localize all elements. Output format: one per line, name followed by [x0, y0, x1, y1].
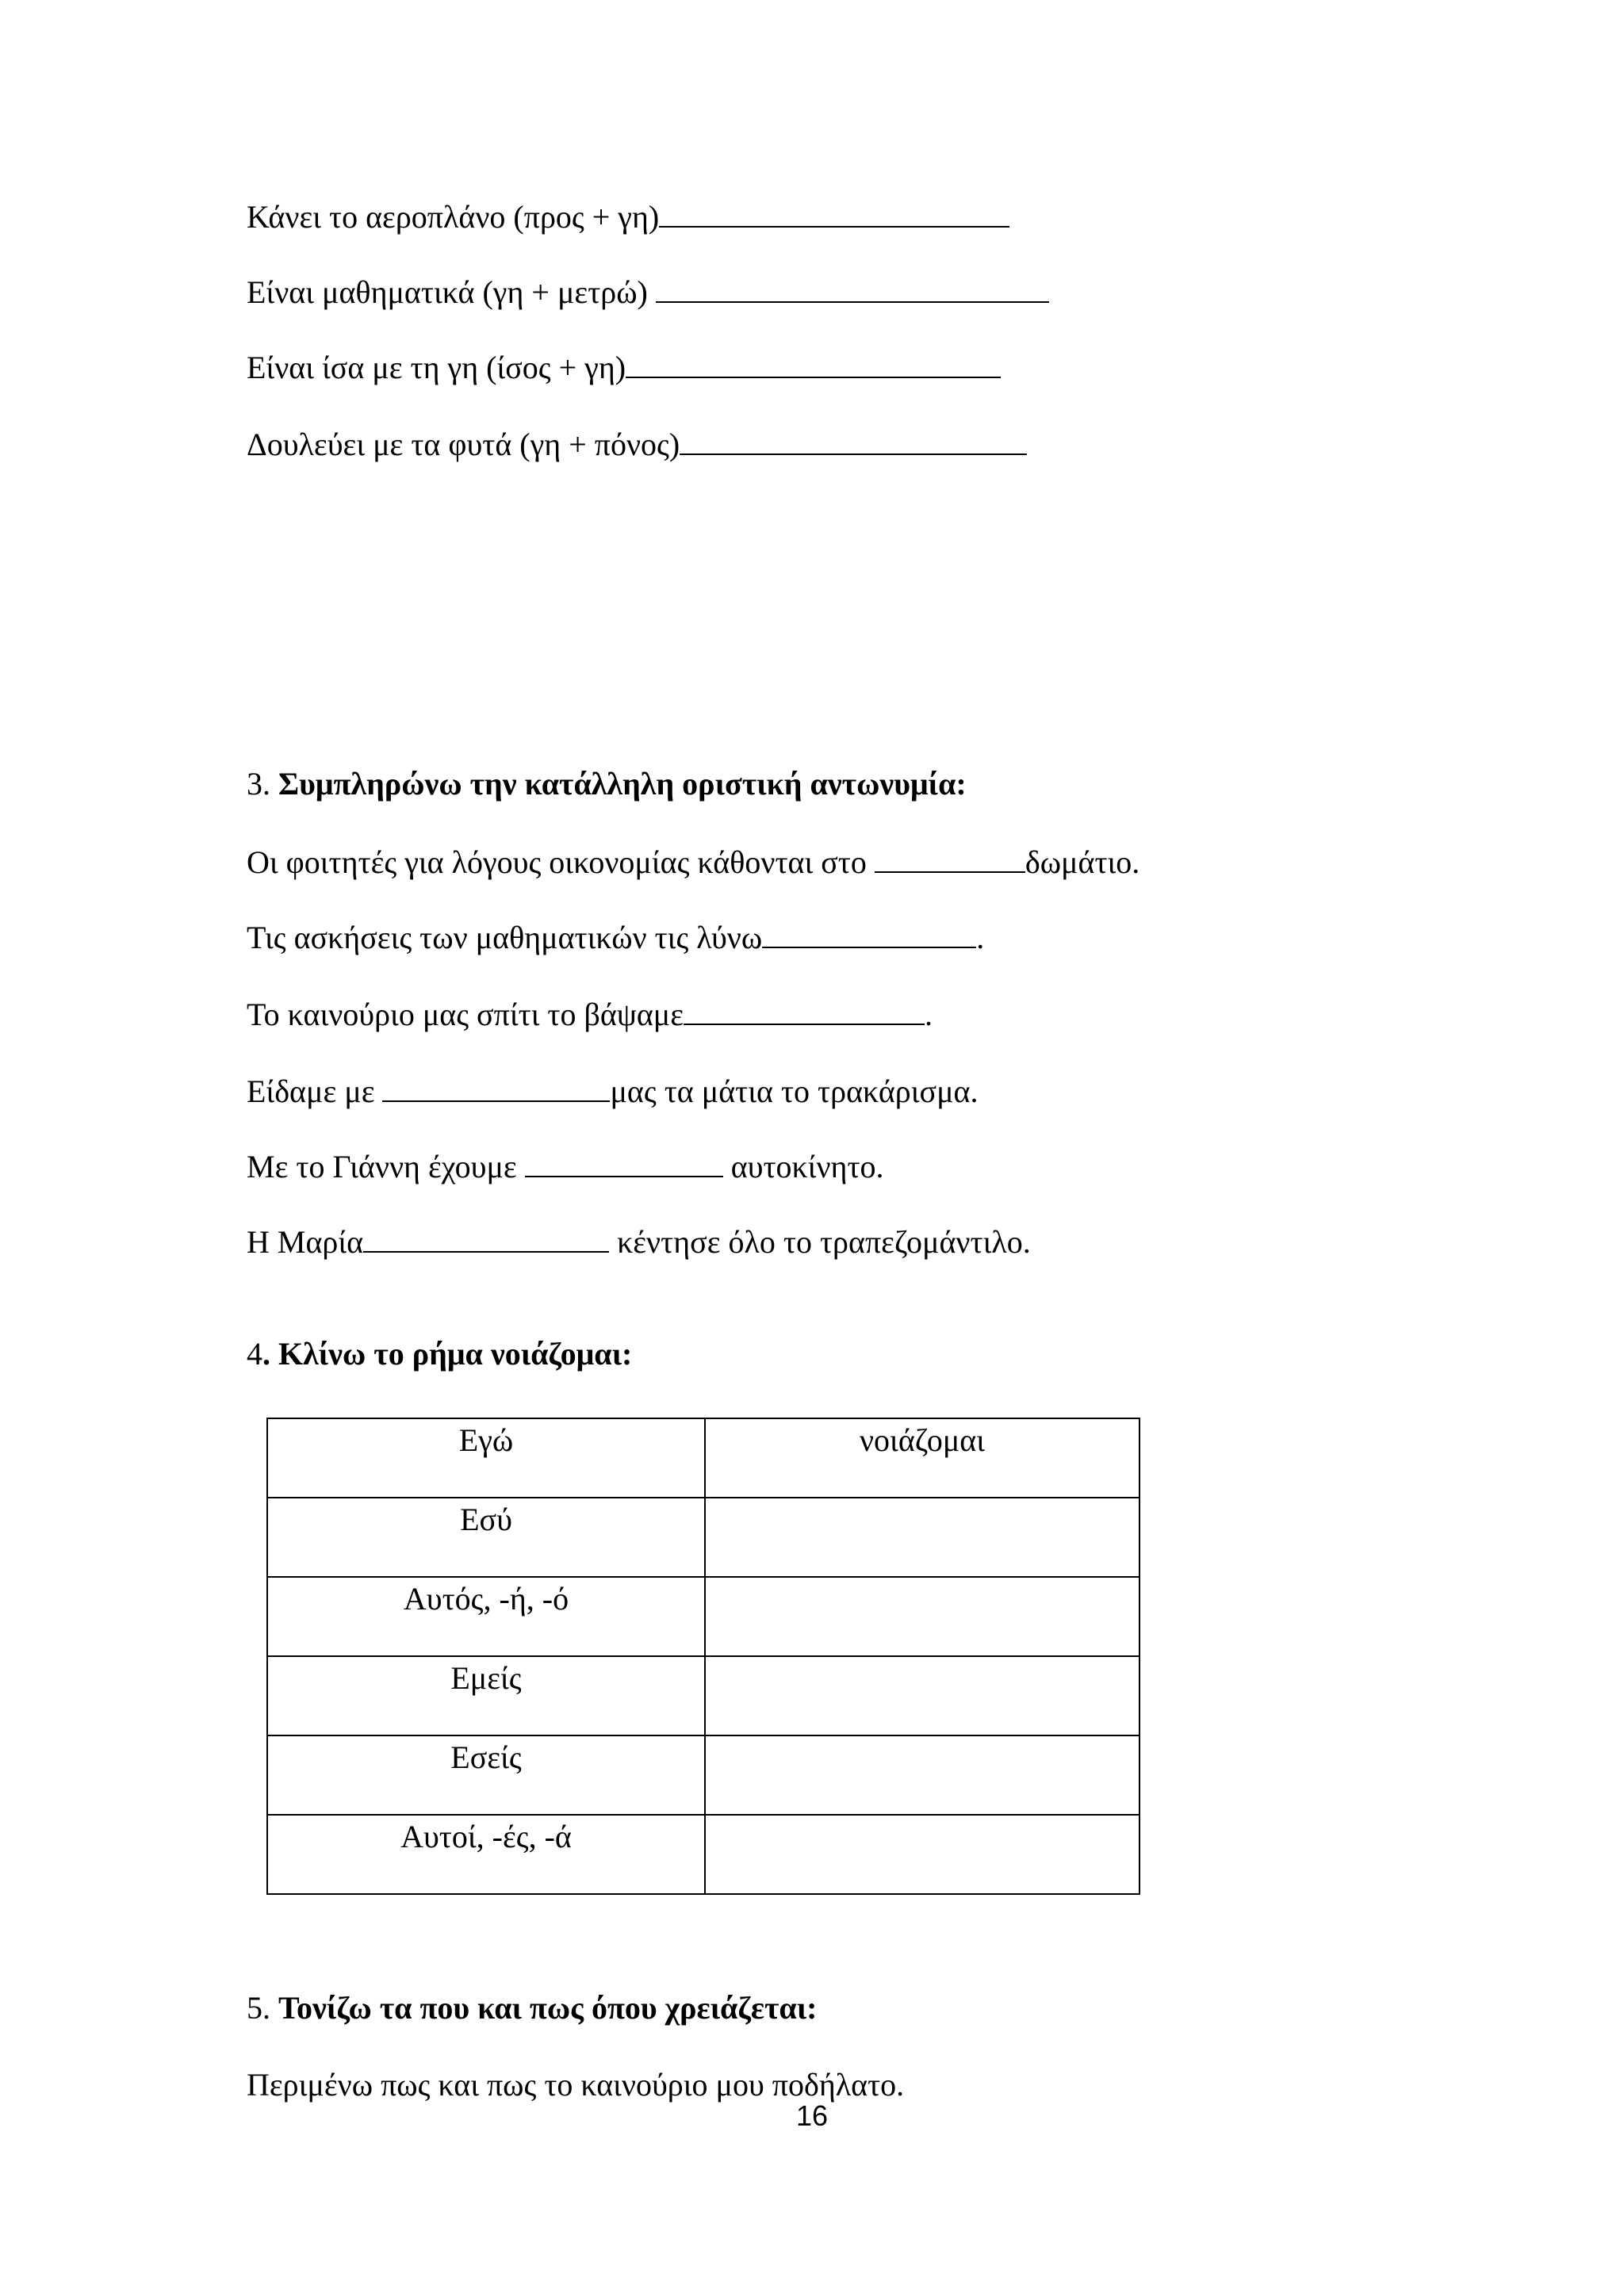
- table-row: [267, 1735, 1139, 1815]
- table-row: [267, 1815, 1139, 1894]
- exercise-text: Είναι ίσα με τη γη (ίσος + γη): [247, 350, 626, 385]
- pronoun-cell: Αυτοί, -ές, -ά: [267, 1815, 705, 1894]
- exercise-text: κέντησε όλο το τραπεζομάντιλο.: [609, 1224, 1031, 1260]
- exercise-text: Το καινούριο μας σπίτι το βάψαμε: [247, 997, 684, 1032]
- conjugation-table: [266, 1418, 1140, 1895]
- exercise-line: [247, 1073, 978, 1111]
- pronoun-cell: Εσύ: [267, 1498, 705, 1577]
- exercise-text: δωμάτιο.: [1025, 844, 1140, 880]
- pronoun-cell: Αυτός, -ή, -ό: [267, 1577, 705, 1656]
- exercise-text: Κάνει το αεροπλάνο (προς + γη): [247, 199, 660, 235]
- verb-form-cell[interactable]: [705, 1498, 1139, 1577]
- section-number: 3.: [247, 766, 278, 802]
- exercise-text: .: [976, 920, 985, 955]
- section-title: Τονίζω τα που και πως όπου χρειάζεται:: [278, 1990, 818, 2026]
- section-number: 5.: [247, 1990, 278, 2026]
- table-row: [267, 1498, 1139, 1577]
- section-title: Συμπληρώνω την κατάλληλη οριστική αντωνυμία:: [278, 766, 967, 802]
- answer-blank[interactable]: [659, 202, 1009, 228]
- table-row: [267, 1656, 1139, 1735]
- exercise-line: [247, 349, 1001, 387]
- section-heading: [247, 1335, 632, 1373]
- verb-form-cell[interactable]: [705, 1815, 1139, 1894]
- section-heading: [247, 1989, 817, 2027]
- answer-blank[interactable]: [363, 1227, 609, 1253]
- exercise-line: [247, 2066, 904, 2104]
- section-number: 4: [247, 1336, 262, 1372]
- exercise-line: [247, 426, 1027, 464]
- pronoun-cell: Εμείς: [267, 1656, 705, 1735]
- exercise-text: Είδαμε με: [247, 1073, 383, 1109]
- answer-blank[interactable]: [875, 848, 1025, 873]
- exercise-line: [247, 844, 1139, 882]
- verb-form-cell[interactable]: νοιάζομαι: [705, 1418, 1139, 1498]
- pronoun-cell: Εσείς: [267, 1735, 705, 1815]
- answer-blank[interactable]: [656, 277, 1049, 303]
- exercise-text: μας τα μάτια το τρακάρισμα.: [610, 1073, 979, 1109]
- page-number: 16: [795, 2099, 829, 2132]
- exercise-text: Με το Γιάννη έχουμε: [247, 1149, 525, 1184]
- answer-blank[interactable]: [525, 1152, 723, 1177]
- table-row: [267, 1577, 1139, 1656]
- exercise-text: .: [925, 997, 933, 1032]
- verb-form-cell[interactable]: [705, 1577, 1139, 1656]
- verb-form-cell[interactable]: [705, 1656, 1139, 1735]
- answer-blank[interactable]: [762, 923, 976, 948]
- exercise-line: [247, 274, 1049, 312]
- exercise-text: Δουλεύει με τα φυτά (γη + πόνος): [247, 427, 680, 462]
- exercise-line: [247, 996, 933, 1034]
- exercise-line: [247, 1223, 1031, 1261]
- table-row: [267, 1418, 1139, 1498]
- section-title: . Κλίνω το ρήμα νοιάζομαι:: [262, 1336, 633, 1372]
- answer-blank[interactable]: [382, 1077, 610, 1102]
- exercise-text: Οι φοιτητές για λόγους οικονομίας κάθονται στο: [247, 844, 875, 880]
- exercise-line: [247, 198, 1009, 236]
- answer-blank[interactable]: [680, 430, 1027, 455]
- exercise-line: [247, 919, 984, 957]
- exercise-text: Τις ασκήσεις των μαθηματικών τις λύνω: [247, 920, 763, 955]
- verb-form-cell[interactable]: [705, 1735, 1139, 1815]
- exercise-text: αυτοκίνητο.: [722, 1149, 884, 1184]
- exercise-text: Η Μαρία: [247, 1224, 364, 1260]
- exercise-text: Είναι μαθηματικά (γη + μετρώ): [247, 274, 656, 310]
- pronoun-cell: Εγώ: [267, 1418, 705, 1498]
- exercise-text: Περιμένω πως και πως το καινούριο μου ποδήλατο.: [247, 2067, 905, 2103]
- exercise-line: [247, 1148, 884, 1186]
- section-heading: [247, 765, 967, 803]
- answer-blank[interactable]: [684, 1000, 925, 1025]
- answer-blank[interactable]: [626, 353, 1001, 378]
